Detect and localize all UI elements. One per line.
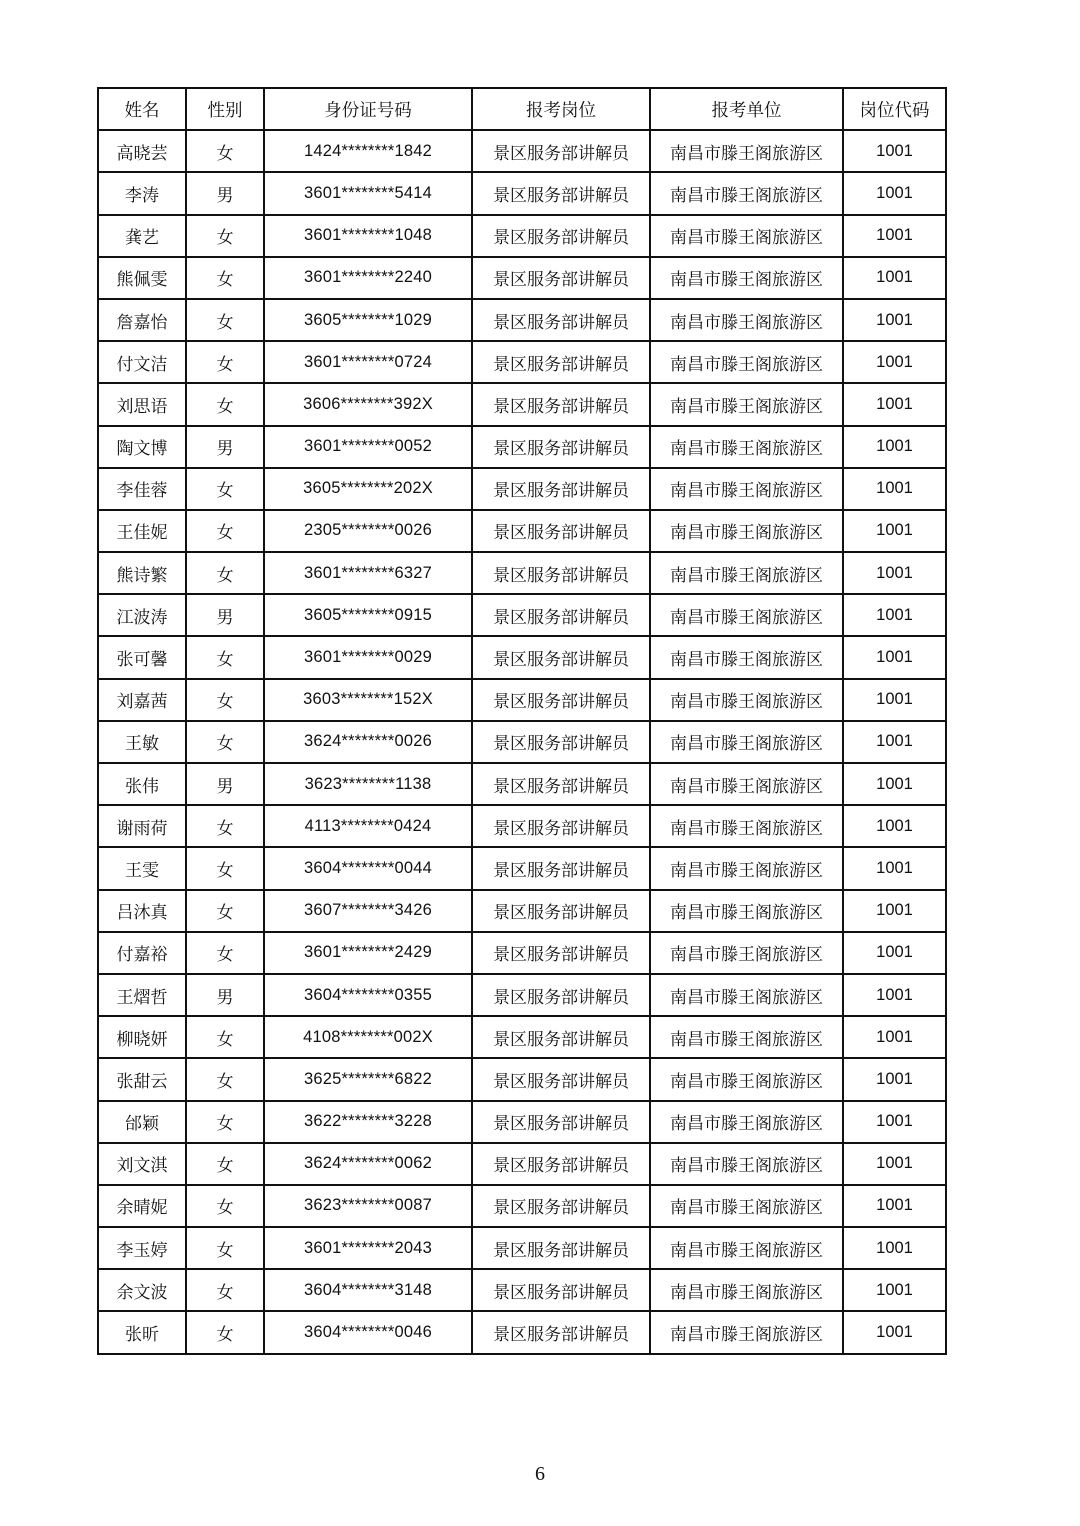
cell-name: 柳晓妍 xyxy=(98,1016,186,1058)
cell-unit: 南昌市滕王阁旅游区 xyxy=(650,1101,843,1143)
cell-position: 景区服务部讲解员 xyxy=(472,932,650,974)
cell-gender: 女 xyxy=(186,847,264,889)
cell-id-number: 3623********1138 xyxy=(264,763,472,805)
cell-id-number: 3603********152X xyxy=(264,679,472,721)
cell-id-number: 1424********1842 xyxy=(264,130,472,172)
cell-gender: 女 xyxy=(186,679,264,721)
cell-gender: 女 xyxy=(186,890,264,932)
cell-id-number: 3601********2043 xyxy=(264,1227,472,1269)
cell-id-number: 3604********0046 xyxy=(264,1311,472,1353)
cell-name: 王佳妮 xyxy=(98,510,186,552)
table-row xyxy=(98,847,946,889)
table-row xyxy=(98,130,946,172)
cell-gender: 女 xyxy=(186,257,264,299)
table-row xyxy=(98,679,946,721)
cell-gender: 女 xyxy=(186,130,264,172)
table-header-row xyxy=(98,88,946,130)
cell-gender: 女 xyxy=(186,510,264,552)
cell-position-code: 1001 xyxy=(843,426,946,468)
table-row xyxy=(98,763,946,805)
cell-position: 景区服务部讲解员 xyxy=(472,1058,650,1100)
table-row xyxy=(98,510,946,552)
cell-position: 景区服务部讲解员 xyxy=(472,1227,650,1269)
header-position-code: 岗位代码 xyxy=(843,88,946,130)
cell-name: 吕沐真 xyxy=(98,890,186,932)
cell-gender: 女 xyxy=(186,1227,264,1269)
cell-gender: 女 xyxy=(186,468,264,510)
cell-id-number: 3601********0724 xyxy=(264,341,472,383)
cell-id-number: 4113********0424 xyxy=(264,805,472,847)
cell-position-code: 1001 xyxy=(843,510,946,552)
cell-name: 李佳蓉 xyxy=(98,468,186,510)
cell-gender: 女 xyxy=(186,215,264,257)
table-row xyxy=(98,636,946,678)
cell-unit: 南昌市滕王阁旅游区 xyxy=(650,383,843,425)
cell-name: 陶文博 xyxy=(98,426,186,468)
header-id-number: 身份证号码 xyxy=(264,88,472,130)
cell-id-number: 2305********0026 xyxy=(264,510,472,552)
cell-unit: 南昌市滕王阁旅游区 xyxy=(650,426,843,468)
cell-position: 景区服务部讲解员 xyxy=(472,679,650,721)
cell-id-number: 3601********5414 xyxy=(264,172,472,214)
cell-gender: 女 xyxy=(186,1058,264,1100)
cell-position: 景区服务部讲解员 xyxy=(472,763,650,805)
cell-position-code: 1001 xyxy=(843,1269,946,1311)
cell-unit: 南昌市滕王阁旅游区 xyxy=(650,1185,843,1227)
cell-position: 景区服务部讲解员 xyxy=(472,341,650,383)
cell-unit: 南昌市滕王阁旅游区 xyxy=(650,721,843,763)
table-row xyxy=(98,721,946,763)
table-row xyxy=(98,468,946,510)
cell-name: 张伟 xyxy=(98,763,186,805)
table-row xyxy=(98,299,946,341)
cell-position: 景区服务部讲解员 xyxy=(472,426,650,468)
cell-unit: 南昌市滕王阁旅游区 xyxy=(650,1227,843,1269)
cell-position-code: 1001 xyxy=(843,1101,946,1143)
cell-gender: 女 xyxy=(186,1185,264,1227)
cell-position: 景区服务部讲解员 xyxy=(472,847,650,889)
cell-gender: 女 xyxy=(186,721,264,763)
cell-position-code: 1001 xyxy=(843,594,946,636)
cell-name: 付文洁 xyxy=(98,341,186,383)
cell-unit: 南昌市滕王阁旅游区 xyxy=(650,299,843,341)
cell-id-number: 3601********1048 xyxy=(264,215,472,257)
cell-name: 詹嘉怡 xyxy=(98,299,186,341)
cell-name: 张甜云 xyxy=(98,1058,186,1100)
cell-unit: 南昌市滕王阁旅游区 xyxy=(650,1311,843,1353)
cell-unit: 南昌市滕王阁旅游区 xyxy=(650,468,843,510)
cell-unit: 南昌市滕王阁旅游区 xyxy=(650,172,843,214)
cell-position: 景区服务部讲解员 xyxy=(472,172,650,214)
cell-id-number: 3605********202X xyxy=(264,468,472,510)
cell-gender: 男 xyxy=(186,426,264,468)
cell-position: 景区服务部讲解员 xyxy=(472,1016,650,1058)
table-row xyxy=(98,1269,946,1311)
cell-unit: 南昌市滕王阁旅游区 xyxy=(650,763,843,805)
cell-unit: 南昌市滕王阁旅游区 xyxy=(650,257,843,299)
cell-position-code: 1001 xyxy=(843,890,946,932)
cell-name: 龚艺 xyxy=(98,215,186,257)
cell-position-code: 1001 xyxy=(843,721,946,763)
table-row xyxy=(98,341,946,383)
cell-position: 景区服务部讲解员 xyxy=(472,805,650,847)
cell-unit: 南昌市滕王阁旅游区 xyxy=(650,510,843,552)
cell-position-code: 1001 xyxy=(843,974,946,1016)
table-row xyxy=(98,1016,946,1058)
table-row xyxy=(98,552,946,594)
cell-position-code: 1001 xyxy=(843,679,946,721)
cell-unit: 南昌市滕王阁旅游区 xyxy=(650,679,843,721)
cell-position: 景区服务部讲解员 xyxy=(472,974,650,1016)
cell-name: 王雯 xyxy=(98,847,186,889)
page-number: 6 xyxy=(535,1463,545,1485)
cell-position: 景区服务部讲解员 xyxy=(472,257,650,299)
cell-position-code: 1001 xyxy=(843,763,946,805)
cell-name: 江波涛 xyxy=(98,594,186,636)
cell-gender: 男 xyxy=(186,763,264,805)
cell-position-code: 1001 xyxy=(843,932,946,974)
table-row xyxy=(98,215,946,257)
cell-id-number: 3605********0915 xyxy=(264,594,472,636)
cell-name: 李涛 xyxy=(98,172,186,214)
cell-position: 景区服务部讲解员 xyxy=(472,130,650,172)
table-row xyxy=(98,383,946,425)
cell-unit: 南昌市滕王阁旅游区 xyxy=(650,552,843,594)
cell-unit: 南昌市滕王阁旅游区 xyxy=(650,636,843,678)
cell-position: 景区服务部讲解员 xyxy=(472,215,650,257)
cell-id-number: 3624********0026 xyxy=(264,721,472,763)
cell-unit: 南昌市滕王阁旅游区 xyxy=(650,594,843,636)
cell-name: 刘思语 xyxy=(98,383,186,425)
cell-position: 景区服务部讲解员 xyxy=(472,721,650,763)
cell-gender: 女 xyxy=(186,1143,264,1185)
cell-id-number: 3606********392X xyxy=(264,383,472,425)
cell-position-code: 1001 xyxy=(843,383,946,425)
cell-position-code: 1001 xyxy=(843,1227,946,1269)
cell-id-number: 3601********2429 xyxy=(264,932,472,974)
cell-position-code: 1001 xyxy=(843,341,946,383)
cell-id-number: 3601********0029 xyxy=(264,636,472,678)
cell-position: 景区服务部讲解员 xyxy=(472,468,650,510)
cell-name: 刘嘉茜 xyxy=(98,679,186,721)
cell-id-number: 3605********1029 xyxy=(264,299,472,341)
cell-position: 景区服务部讲解员 xyxy=(472,552,650,594)
cell-id-number: 4108********002X xyxy=(264,1016,472,1058)
cell-id-number: 3601********2240 xyxy=(264,257,472,299)
table-row xyxy=(98,1227,946,1269)
cell-position-code: 1001 xyxy=(843,847,946,889)
table-row xyxy=(98,172,946,214)
cell-position: 景区服务部讲解员 xyxy=(472,890,650,932)
cell-position-code: 1001 xyxy=(843,1143,946,1185)
table-row xyxy=(98,1058,946,1100)
table-row xyxy=(98,932,946,974)
cell-id-number: 3607********3426 xyxy=(264,890,472,932)
cell-position: 景区服务部讲解员 xyxy=(472,383,650,425)
cell-gender: 男 xyxy=(186,172,264,214)
cell-unit: 南昌市滕王阁旅游区 xyxy=(650,847,843,889)
cell-position: 景区服务部讲解员 xyxy=(472,510,650,552)
cell-unit: 南昌市滕王阁旅游区 xyxy=(650,130,843,172)
cell-position: 景区服务部讲解员 xyxy=(472,1143,650,1185)
cell-position-code: 1001 xyxy=(843,468,946,510)
cell-position-code: 1001 xyxy=(843,1058,946,1100)
table-row xyxy=(98,1143,946,1185)
cell-name: 熊佩雯 xyxy=(98,257,186,299)
cell-name: 余晴妮 xyxy=(98,1185,186,1227)
cell-gender: 女 xyxy=(186,299,264,341)
cell-gender: 女 xyxy=(186,552,264,594)
cell-position-code: 1001 xyxy=(843,805,946,847)
cell-id-number: 3622********3228 xyxy=(264,1101,472,1143)
header-gender: 性别 xyxy=(186,88,264,130)
cell-gender: 女 xyxy=(186,1101,264,1143)
cell-id-number: 3601********0052 xyxy=(264,426,472,468)
cell-gender: 男 xyxy=(186,974,264,1016)
cell-gender: 女 xyxy=(186,1016,264,1058)
table-row xyxy=(98,594,946,636)
cell-gender: 男 xyxy=(186,594,264,636)
cell-unit: 南昌市滕王阁旅游区 xyxy=(650,1269,843,1311)
cell-position: 景区服务部讲解员 xyxy=(472,1185,650,1227)
cell-id-number: 3623********0087 xyxy=(264,1185,472,1227)
cell-name: 邰颖 xyxy=(98,1101,186,1143)
cell-gender: 女 xyxy=(186,1269,264,1311)
table-row xyxy=(98,1311,946,1353)
cell-name: 余文波 xyxy=(98,1269,186,1311)
cell-unit: 南昌市滕王阁旅游区 xyxy=(650,805,843,847)
table-body xyxy=(98,130,946,1353)
cell-name: 刘文淇 xyxy=(98,1143,186,1185)
table-row xyxy=(98,805,946,847)
cell-name: 熊诗繁 xyxy=(98,552,186,594)
cell-gender: 女 xyxy=(186,805,264,847)
cell-gender: 女 xyxy=(186,383,264,425)
cell-position: 景区服务部讲解员 xyxy=(472,299,650,341)
cell-gender: 女 xyxy=(186,932,264,974)
cell-name: 张可馨 xyxy=(98,636,186,678)
cell-name: 王敏 xyxy=(98,721,186,763)
header-position: 报考岗位 xyxy=(472,88,650,130)
cell-position: 景区服务部讲解员 xyxy=(472,636,650,678)
cell-unit: 南昌市滕王阁旅游区 xyxy=(650,1058,843,1100)
cell-position-code: 1001 xyxy=(843,130,946,172)
cell-name: 王熠哲 xyxy=(98,974,186,1016)
cell-position-code: 1001 xyxy=(843,172,946,214)
cell-name: 谢雨荷 xyxy=(98,805,186,847)
applicant-table xyxy=(97,87,947,1355)
cell-position-code: 1001 xyxy=(843,257,946,299)
cell-name: 高晓芸 xyxy=(98,130,186,172)
cell-position-code: 1001 xyxy=(843,636,946,678)
cell-position-code: 1001 xyxy=(843,1185,946,1227)
cell-name: 付嘉裕 xyxy=(98,932,186,974)
cell-name: 李玉婷 xyxy=(98,1227,186,1269)
table-row xyxy=(98,890,946,932)
cell-unit: 南昌市滕王阁旅游区 xyxy=(650,1143,843,1185)
cell-id-number: 3604********0355 xyxy=(264,974,472,1016)
cell-name: 张昕 xyxy=(98,1311,186,1353)
cell-gender: 女 xyxy=(186,636,264,678)
cell-position-code: 1001 xyxy=(843,1016,946,1058)
cell-unit: 南昌市滕王阁旅游区 xyxy=(650,932,843,974)
cell-gender: 女 xyxy=(186,1311,264,1353)
cell-id-number: 3601********6327 xyxy=(264,552,472,594)
cell-position: 景区服务部讲解员 xyxy=(472,1311,650,1353)
table-row xyxy=(98,974,946,1016)
cell-position: 景区服务部讲解员 xyxy=(472,594,650,636)
cell-unit: 南昌市滕王阁旅游区 xyxy=(650,215,843,257)
cell-unit: 南昌市滕王阁旅游区 xyxy=(650,974,843,1016)
cell-unit: 南昌市滕王阁旅游区 xyxy=(650,341,843,383)
table-row xyxy=(98,1185,946,1227)
cell-unit: 南昌市滕王阁旅游区 xyxy=(650,1016,843,1058)
cell-position-code: 1001 xyxy=(843,1311,946,1353)
cell-gender: 女 xyxy=(186,341,264,383)
cell-position: 景区服务部讲解员 xyxy=(472,1269,650,1311)
cell-position-code: 1001 xyxy=(843,299,946,341)
cell-unit: 南昌市滕王阁旅游区 xyxy=(650,890,843,932)
header-name: 姓名 xyxy=(98,88,186,130)
table-row xyxy=(98,426,946,468)
cell-position-code: 1001 xyxy=(843,552,946,594)
table-row xyxy=(98,257,946,299)
table-row xyxy=(98,1101,946,1143)
cell-position: 景区服务部讲解员 xyxy=(472,1101,650,1143)
cell-id-number: 3625********6822 xyxy=(264,1058,472,1100)
cell-id-number: 3624********0062 xyxy=(264,1143,472,1185)
header-unit: 报考单位 xyxy=(650,88,843,130)
cell-id-number: 3604********0044 xyxy=(264,847,472,889)
cell-id-number: 3604********3148 xyxy=(264,1269,472,1311)
cell-position-code: 1001 xyxy=(843,215,946,257)
